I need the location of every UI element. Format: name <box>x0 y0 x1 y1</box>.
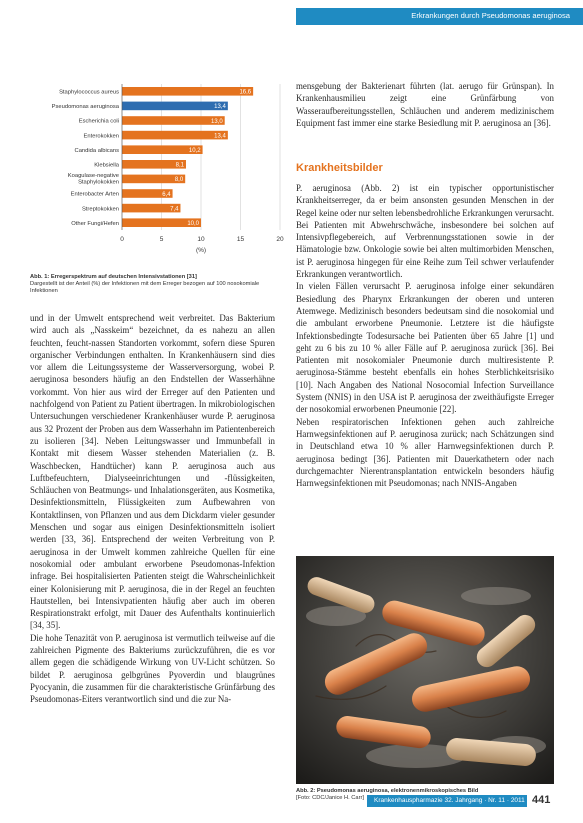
bar <box>122 102 228 111</box>
page-number: 441 <box>532 794 551 806</box>
bar-chart <box>30 80 285 270</box>
left-paragraph-2: Die hohe Tenazität von P. aeruginosa ist vermutlich teilweise auf die zahlreichen Pigmente des Bakteriums zurückzuführen, die es vor allem gegen die schädigende Wirkung von UV-Licht schützen. So bildet P. aeruginosa gelbgrünes Pyoverdin und blaugrünes Pyocyanin, die zusammen für die charakteristische Grünfärbung des Pseudomonas-Eiters verantwortlich sind und die zur Na- <box>30 632 275 705</box>
category-label: Pseudomonas aeruginosa <box>51 104 119 111</box>
x-tick-label: 5 <box>159 236 164 243</box>
category-label: Other Fungi/Hefen <box>71 220 119 227</box>
figure1-caption <box>30 274 275 295</box>
category-label: Streptokokken <box>81 206 119 213</box>
journal-footer: Krankenhauspharmazie 32. Jahrgang · Nr. 11 · 2011 <box>374 797 525 804</box>
x-tick-label: 0 <box>120 236 124 243</box>
right-column-top <box>296 80 554 129</box>
right-column-body <box>296 182 554 489</box>
category-label: Klebsiella <box>94 162 119 169</box>
left-column <box>30 312 275 706</box>
data-label: 13,0 <box>211 118 223 125</box>
bar <box>122 87 253 96</box>
bar <box>122 116 225 125</box>
figure1-caption-label: Abb. 1: Erregerspektrum auf deutschen Intensivstationen [31] <box>30 274 197 280</box>
right-paragraph-top: mensgebung der Bakterienart führten (lat. aerugo für Grünspan). In Krankenhausmilieu zeigt eine Grünfärbung von Wasseraufbereitungsstellen, Schläuchen und anderem medizinischem Equipment fast immer eine starke Besiedlung mit P. aeruginosa an [36]. <box>296 81 554 128</box>
figure1-caption-text: Dargestellt ist der Anteil (%) der Infektionen mit dem Erreger bezogen auf 100 nosokomiale Infektionen <box>30 281 260 294</box>
right-paragraph-2: In vielen Fällen verursacht P. aeruginosa infolge einer sekundären Besiedlung des Pharynx Erkrankungen der oberen und unteren Atemwege. Medizinisch besonders bedeutsam sind die nosokomial und die ambulant erworbene Pneumonie. Letztere ist die häufigste Infektionsbedingte Todesursache bei Patienten über 65 Jahre [1] und geht zu 6 bis zu 10 % aller Fälle auf P. aeruginosa zurück [36]. Bei Patienten mit nosokomialer Pneumonie durch multiresistente P. aeruginosa-Stämme besteht ebenfalls ein hohes Sterblichkeitsrisiko [10]. Nach Angaben des National Nosocomial Infection Surveillance System (NNIS) in den USA ist P. aeruginosa der zweithäufigste Erreger der nosokomial erworbenen Pneumonie [22]. <box>296 281 554 415</box>
category-label: Escherichia coli <box>78 118 119 125</box>
bacteria-micrograph <box>296 556 554 784</box>
right-paragraph-3: Neben respiratorischen Infektionen gehen auch zahlreiche Harnwegsinfektionen auf P. aeruginosa zurück; nach Schätzungen sind in Deutschland etwa 10 % aller Harnwegsinfektionen durch P. aeruginosa bedingt [36]. Patienten mit Dauerkathetern oder nach durchgemachter Nierentransplantation entwickeln besonders häufig Harnwegsinfektionen mit Pseudomonas; nach NNIS-Angaben <box>296 416 554 489</box>
data-label: 10,2 <box>188 148 201 154</box>
category-label: Staphylokokken <box>78 179 119 186</box>
category-label: Enterokokken <box>83 133 119 140</box>
data-label: 10,0 <box>187 221 199 227</box>
figure2-caption-text: [Foto: CDC/Janice H. Carr] <box>296 795 364 801</box>
data-label: 13,4 <box>214 104 226 111</box>
bar <box>122 131 228 140</box>
running-head: Erkrankungen durch Pseudomonas aeruginosa <box>411 11 570 20</box>
section-title: Krankheitsbilder <box>296 162 383 174</box>
data-label: 8,1 <box>175 162 184 169</box>
x-tick-label: 10 <box>197 236 205 243</box>
x-tick-label: 15 <box>236 236 245 243</box>
category-label: Candida albicans <box>74 147 119 154</box>
category-label: Enterobacter Arten <box>70 191 119 198</box>
x-axis-label: (%) <box>195 247 207 254</box>
left-paragraph-1: und in der Umwelt entsprechend weit verbreitet. Das Bakterium wird auch als „Nasskeim“ bezeichnet, da es nahezu an allen feuchten, feucht-nassen Standorten vorkommt, sofern diese Spuren organischer Verbindungen enthalten. In Krankenhäusern sind dies vor allem die Leitungssysteme der Wasserversorgung, wobei P. aeruginosa besonders häufig an den Endstellen der Wasserhähne vorkommt. Von hier aus wird der Erreger auf den Patienten und nachfolgend von Patient zu Patient übertragen. In mikrobiologischen Untersuchungen verschiedener Krankenhäuser wurde P. aeruginosa aus 32 Prozent der Proben aus dem Wasserhahn im Patientenbereich zu isolieren [34]. Neben Leitungswasser und Immunbefall in Kontakt mit diesem Wasser stehenden Materialien (z. B. Waschbecken, Handtücher) kann P. aeruginosa auch aus Luftbefeuchtern, Dialyseeinrichtungen und -flüssigkeiten, Schläuchen von Beatmungs- und Inhalationsgeräten, aus Kosmetika, Desinfektionsmitteln, Flüssigkeiten zum Aufbewahren von Kontaktlinsen, von Pflanzen und aus dem Dickdarm vieler gesunder Menschen und sogar aus einigen Desinfektionsmitteln isoliert werden [33, 36]. Entsprechend der weiten Verbreitung von P. aeruginosa in der Umwelt kommen zahlreiche Quellen für eine nosokomial oder ambulant erworbene Pseudomonas-Infektion infrage. Bei hospitalisierten Patienten steigt die Wahrscheinlichkeit einer Kolonisierung mit P. aeruginosa, die in der Regel an feuchten Hautstellen, bei Intensivpatienten häufig aber auch im oberen Respirationstrakt erfolgt, mit Dauer des Aufenthalts kontinuierlich [34, 35]. <box>30 313 275 631</box>
data-label: 7,4 <box>170 206 179 213</box>
category-label: Koagulase-negative <box>67 173 119 180</box>
right-paragraph-1: P. aeruginosa (Abb. 2) ist ein typischer opportunistischer Krankheitserreger, da er beim ansonsten gesunden Menschen in der Regel keine oder nur selten lebensbedrohliche Erkrankungen verursacht. Bei Patienten mit Abwehrschwäche, insbesondere bei solchen auf Intensivpflegebereich, auf Verbrennungsstationen sowie in der Hämatologie bzw. Onkologie sowie bei alten multimorbiden Menschen, ist P. aeruginosa hingegen für eine Reihe zum Teil schwer verlaufender Erkrankungen verantwortlich. <box>296 183 554 280</box>
data-label: 13,4 <box>214 133 226 140</box>
data-label: 16,6 <box>239 89 252 96</box>
data-label: 8,0 <box>174 177 184 184</box>
x-tick-label: 20 <box>276 236 284 243</box>
data-label: 6,4 <box>162 191 171 198</box>
category-label: Staphylococcus aureus <box>59 89 119 96</box>
figure2-caption-label: Abb. 2: Pseudomonas aeruginosa, elektronenmikroskopisches Bild <box>296 788 479 794</box>
